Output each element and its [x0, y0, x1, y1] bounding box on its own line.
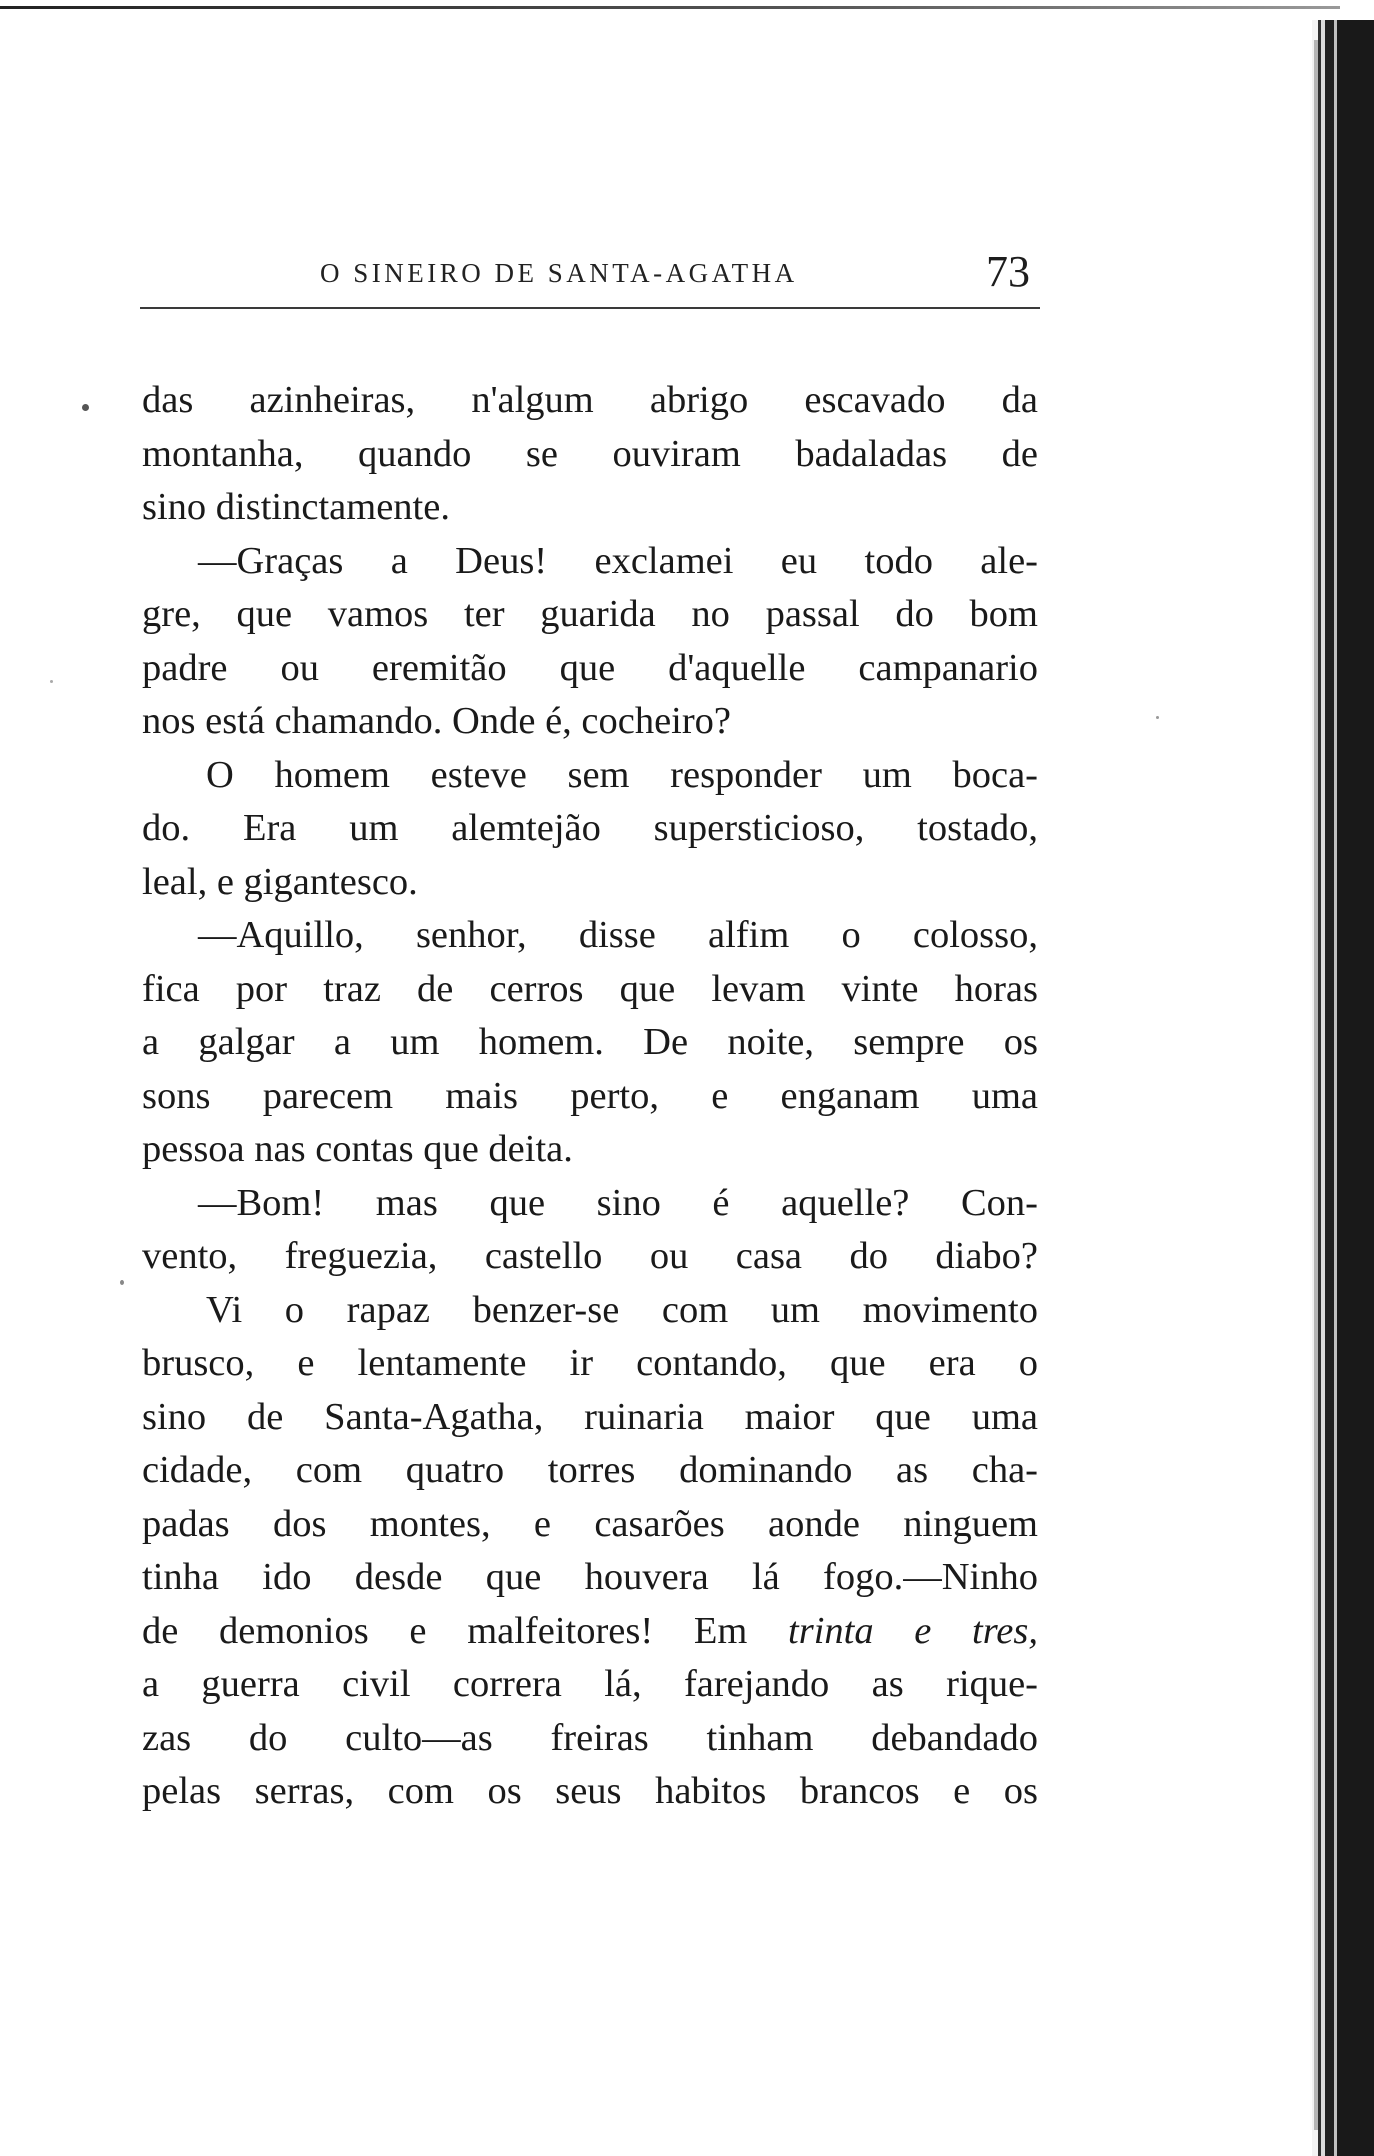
text-line: brusco, e lentamente ir contando, que era o	[142, 1342, 1038, 1384]
text-line: nos está chamando. Onde é, cocheiro?	[142, 700, 732, 742]
header-rule	[140, 307, 1040, 309]
text-line: sons parecem mais perto, e enganam uma	[142, 1074, 1038, 1117]
text-line: —Bom! mas que sino é aquelle? Con-	[198, 1181, 1038, 1224]
ink-speck	[82, 404, 89, 411]
text-line: leal, e gigantesco.	[142, 860, 418, 903]
ink-speck	[50, 680, 53, 683]
text-line: Vi o rapaz benzer-se com um movimento	[206, 1288, 1038, 1331]
text-line: gre, que vamos ter guarida no passal do bom	[142, 593, 1038, 635]
text-line: do. Era um alemtejão supersticioso, tostado,	[142, 807, 1038, 849]
page-number: 73	[986, 247, 1030, 296]
text-line: sino de Santa-Agatha, ruinaria maior que uma	[142, 1395, 1038, 1438]
text-line: padre ou eremitão que d'aquelle campanario	[142, 646, 1038, 689]
text-line: montanha, quando se ouviram badaladas de	[142, 432, 1038, 475]
binding-shadow	[1314, 40, 1318, 2130]
ink-speck	[1156, 716, 1159, 719]
text-line: —Graças a Deus! exclamei eu todo ale-	[198, 539, 1038, 582]
italic-text: trinta e tres,	[788, 1609, 1038, 1652]
text-line: padas dos montes, e casarões aonde ninguem	[142, 1502, 1038, 1545]
text-line: fica por traz de cerros que levam vinte horas	[142, 967, 1038, 1010]
text-line: O homem esteve sem responder um boca-	[206, 753, 1038, 796]
text-line: cidade, com quatro torres dominando as cha-	[142, 1449, 1038, 1491]
text-line: pessoa nas contas que deita.	[142, 1128, 573, 1170]
text-line-with-italic	[142, 1605, 1038, 1659]
page-header	[140, 240, 1040, 300]
text-line: a guerra civil correra lá, farejando as rique-	[142, 1663, 1038, 1705]
text-line: vento, freguezia, castello ou casa do diabo?	[142, 1235, 1038, 1277]
text-line: a galgar a um homem. De noite, sempre os	[142, 1021, 1038, 1063]
body-text	[142, 374, 1038, 1819]
text-line: pelas serras, com os seus habitos brancos e os	[142, 1770, 1038, 1812]
text-line: —Aquillo, senhor, disse alfim o colosso,	[198, 914, 1038, 956]
text-line: tinha ido desde que houvera lá fogo.—Ninho	[142, 1556, 1038, 1598]
text-line: zas do culto—as freiras tinham debandado	[142, 1716, 1038, 1759]
text-line: das azinheiras, n'algum abrigo escavado da	[142, 379, 1038, 421]
running-head: O SINEIRO DE SANTA-AGATHA	[320, 258, 798, 288]
ink-speck	[120, 1280, 124, 1285]
text-segment: de demonios e malfeitores! Em	[142, 1609, 789, 1652]
text-line: sino distinctamente.	[142, 486, 450, 528]
page-top-edge	[0, 6, 1340, 9]
book-binding-edge	[1312, 20, 1374, 2156]
